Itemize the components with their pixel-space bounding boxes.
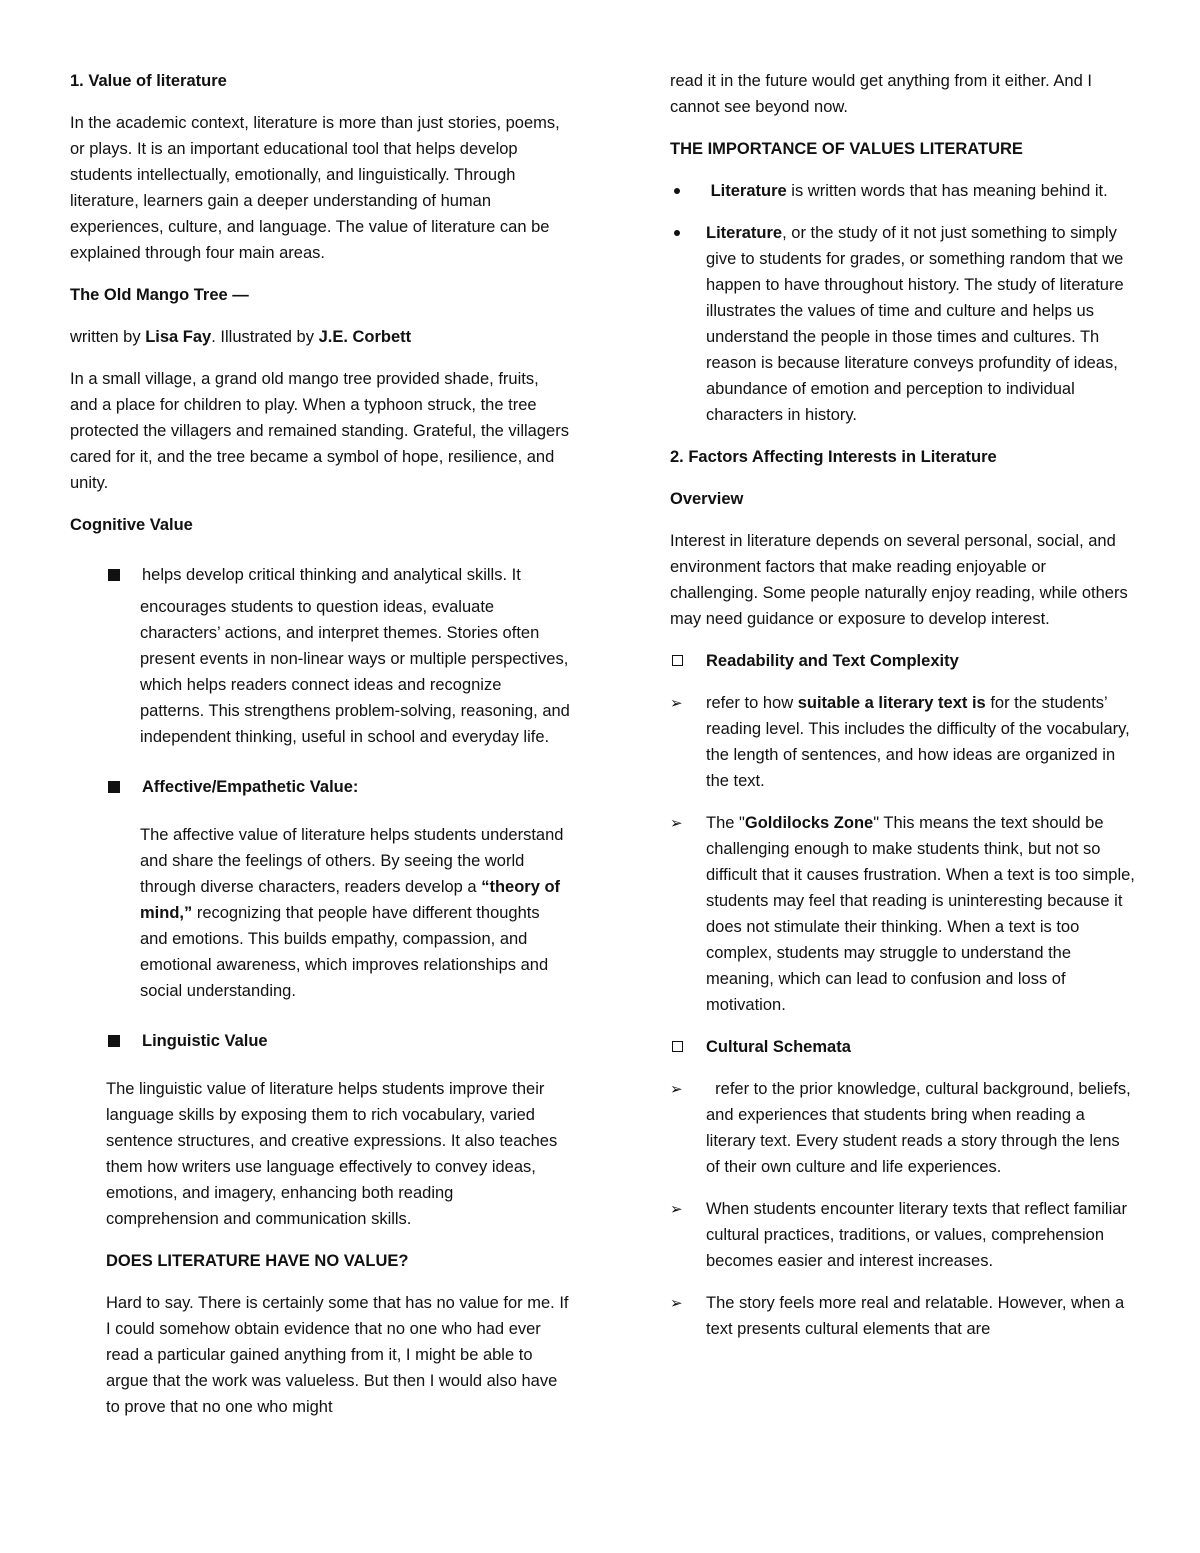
importance-bullet-1-text [706,178,1135,204]
bullet-dot-icon [674,230,680,236]
readability-heading: Readability and Text Complexity [706,652,959,670]
affective-heading: Affective/Empathetic Value: [142,778,359,796]
section-heading-value-of-literature: 1. Value of literature [70,72,227,90]
linguistic-heading: Linguistic Value [142,1032,268,1050]
cultural-item-1 [670,1076,1135,1180]
overview-paragraph: Interest in literature depends on several personal, social, and environment factors that make reading enjoyable or challenging. Some people naturally enjoy reading, while others may need guidance or exposure to develop interest. [670,532,1128,628]
affective-text-pre: The affective value of literature helps students understand and share the feelings of others. By seeing the world through diverse characters, readers develop a [140,826,564,896]
arrowhead-bullet-icon: ➢ [670,1294,683,1312]
importance-bullet-1-bold: Literature [710,182,787,200]
readability-item-1-pre: refer to how [706,694,798,712]
cultural-item-2-text: When students encounter literary texts that reflect familiar cultural practices, traditions, or values, comprehension becomes easier and interest increases. [706,1200,1127,1270]
square-bullet-icon [108,1035,120,1047]
byline-author: Lisa Fay [145,328,212,346]
readability-item-1-bold: suitable a literary text is [797,694,986,712]
square-bullet-icon [108,569,120,581]
affective-text-post: recognizing that people have different thoughts and emotions. This builds empathy, compassion, and emotional awareness, which improves relationships and social understanding. [140,904,549,1000]
importance-bullet-2 [670,220,1135,428]
cultural-item-3-text: The story feels more real and relatable. However, when a text presents cultural elements that are [706,1294,1125,1338]
importance-heading: THE IMPORTANCE OF VALUES LITERATURE [670,140,1023,158]
linguistic-bullet [108,1028,570,1054]
checkbox-square-icon [672,655,683,666]
square-bullet-icon [108,781,120,793]
arrowhead-bullet-icon: ➢ [670,1200,683,1218]
story-summary: In a small village, a grand old mango tree provided shade, fruits, and a place for children to play. When a typhoon struck, the tree protected the villagers and remained standing. Grateful, the villagers cared for it, and the tree became a symbol of hope, resilience, and unity. [70,370,569,492]
continued-paragraph: read it in the future would get anything from it either. And I cannot see beyond now. [670,72,1092,116]
readability-item-1-text [706,690,1135,794]
cultural-heading: Cultural Schemata [706,1038,851,1056]
cognitive-first-line: helps develop critical thinking and analytical skills. It [142,566,521,584]
importance-bullet-1-body: is written words that has meaning behind it. [786,182,1108,200]
overview-heading: Overview [670,490,744,508]
affective-bullet [108,774,570,800]
story-byline [70,324,570,350]
checkbox-square-icon [672,1041,683,1052]
bullet-dot-icon [674,188,680,194]
readability-item-1-post: for the students’ reading level. This includes the difficulty of the vocabulary, the length of sentences, and how ideas are organized in the text. [706,694,1130,790]
cultural-item-2 [670,1196,1135,1274]
no-value-body: Hard to say. There is certainly some that has no value for me. If I could somehow obtain evidence that no one who had ever read a particular gained anything from it, I might be able to argue that the work was valueless. But then I would also have to prove that no one who might [106,1294,569,1416]
cultural-item-3 [670,1290,1135,1342]
arrowhead-bullet-icon: ➢ [670,1080,683,1098]
arrowhead-bullet-icon: ➢ [670,694,683,712]
left-column [70,68,570,1420]
importance-bullet-1 [670,178,1135,204]
byline-illustrator: J.E. Corbett [318,328,412,346]
goldilocks-zone-term: Goldilocks Zone [744,814,874,832]
linguistic-body: The linguistic value of literature helps students improve their language skills by exposing them to rich vocabulary, varied sentence structures, and creative expressions. It also teaches them how writers use language effectively to convey ideas, emotions, and imagery, enhancing both reading comprehension and communication skills. [106,1080,558,1228]
right-column [670,68,1135,1342]
arrowhead-bullet-icon: ➢ [670,814,683,832]
cognitive-value-heading: Cognitive Value [70,516,193,534]
cultural-item-1-text: refer to the prior knowledge, cultural background, beliefs, and experiences that students bring when reading a literary text. Every student reads a story through the lens of their own culture and life experiences. [706,1080,1136,1176]
readability-item-2-post: " This means the text should be challenging enough to make students think, but not so difficult that it causes frustration. When a text is too simple, students may feel that reading is uninteresting because it does not stimulate their thinking. When a text is too complex, students may struggle to understand the meaning, which can lead to confusion and loss of motivation. [706,814,1135,1014]
affective-body [140,822,570,1004]
cultural-heading-item [670,1034,1135,1060]
readability-item-2 [670,810,1135,1018]
readability-item-2-pre: The " [706,814,745,832]
readability-item-2-text [706,810,1135,1018]
readability-heading-item [670,648,1135,674]
section-heading-factors: 2. Factors Affecting Interests in Literature [670,448,997,466]
intro-paragraph: In the academic context, literature is more than just stories, poems, or plays. It is an important educational tool that helps develop students intellectually, emotionally, and linguistically. Through literature, learners gain a deeper understanding of human experiences, culture, and language. The value of literature can be explained through four main areas. [70,114,560,262]
cognitive-bullet [108,562,570,588]
importance-bullet-2-bold: Literature [706,224,783,242]
affective-theory-of-mind: “theory of mind,” [140,878,561,922]
byline-pre: written by [70,328,146,346]
cognitive-body: encourages students to question ideas, evaluate characters’ actions, and interpret themes. Stories often present events in non-linear ways or multiple perspectives, which helps readers connect ideas and recognize patterns. This strengthens problem-solving, reasoning, and independent thinking, useful in school and everyday life. [140,598,570,746]
story-title: The Old Mango Tree — [70,286,249,304]
no-value-heading: DOES LITERATURE HAVE NO VALUE? [106,1252,409,1270]
importance-bullet-2-body: , or the study of it not just something to simply give to students for grades, or something random that we happen to have throughout history. The study of literature illustrates the values of time and culture and helps us understand the people in those times and cultures. Th reason is because literature conveys profundity of ideas, abundance of emotion and perception to individual characters in history. [706,224,1124,424]
readability-item-1 [670,690,1135,794]
importance-bullet-2-text [706,220,1135,428]
byline-mid: . Illustrated by [211,328,319,346]
